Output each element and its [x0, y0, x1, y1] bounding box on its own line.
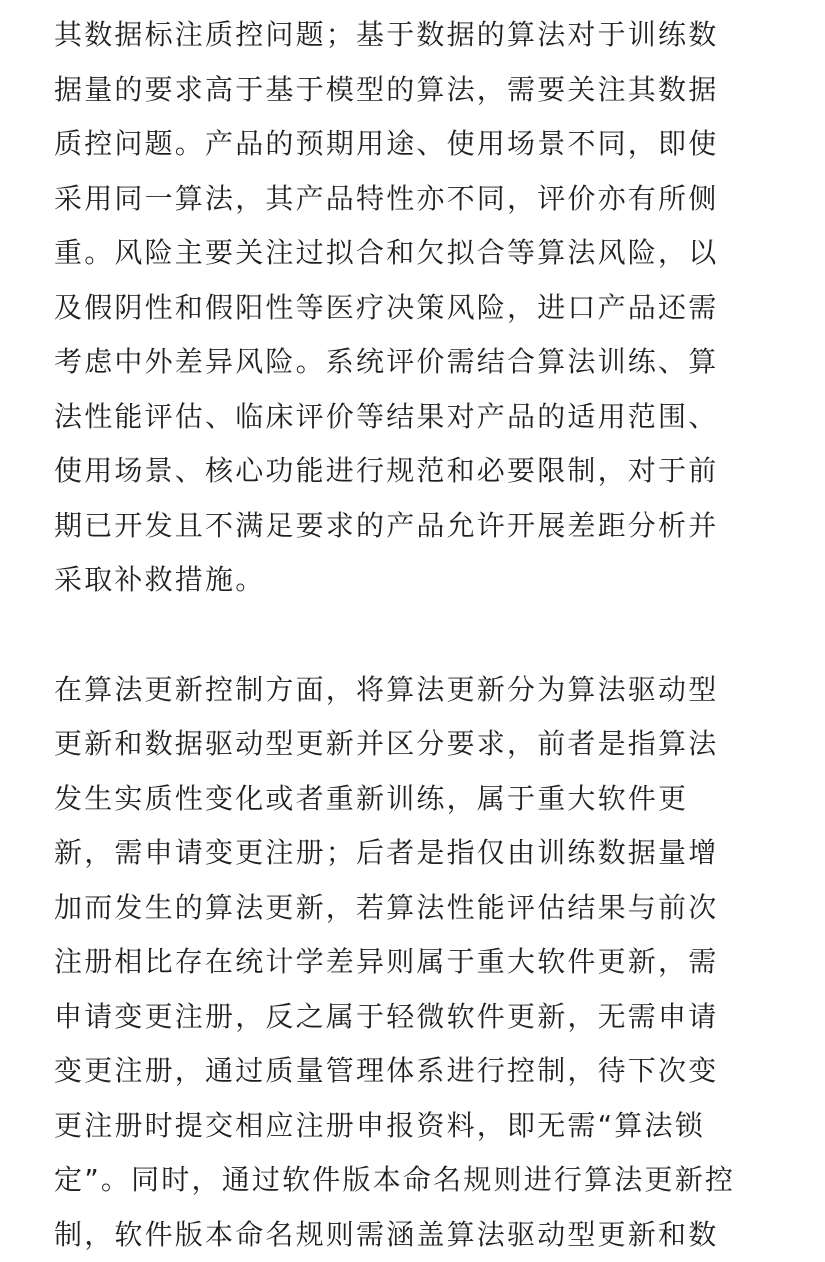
paragraph-1-line: 使用场景、核心功能进行规范和必要限制，对于前 [54, 444, 770, 499]
paragraph-2-line: 申请变更注册，反之属于轻微软件更新，无需申请 [54, 990, 770, 1045]
paragraph-2-line: 注册相比存在统计学差异则属于重大软件更新，需 [54, 935, 770, 990]
paragraph-1-line: 其数据标注质控问题；基于数据的算法对于训练数 [54, 8, 770, 63]
paragraph-1-line: 考虑中外差异风险。系统评价需结合算法训练、算 [54, 335, 770, 390]
paragraph-2-line: 新，需申请变更注册；后者是指仅由训练数据量增 [54, 826, 770, 881]
paragraph-divider [54, 608, 770, 663]
paragraph-1-line: 质控问题。产品的预期用途、使用场景不同，即使 [54, 117, 770, 172]
paragraph-1-line: 采取补救措施。 [54, 553, 770, 608]
paragraph-2 [54, 663, 770, 1262]
paragraph-1-line: 及假阴性和假阳性等医疗决策风险，进口产品还需 [54, 281, 770, 336]
paragraph-1-line: 法性能评估、临床评价等结果对产品的适用范围、 [54, 390, 770, 445]
paragraph-1-line: 采用同一算法，其产品特性亦不同，评价亦有所侧 [54, 172, 770, 227]
paragraph-2-line: 变更注册，通过质量管理体系进行控制，待下次变 [54, 1044, 770, 1099]
paragraph-2-line: 发生实质性变化或者重新训练，属于重大软件更 [54, 772, 770, 827]
paragraph-2-line: 更注册时提交相应注册申报资料，即无需“算法锁 [54, 1099, 770, 1154]
paragraph-2-line: 制，软件版本命名规则需涵盖算法驱动型更新和数 [54, 1208, 770, 1262]
paragraph-2-line: 在算法更新控制方面，将算法更新分为算法驱动型 [54, 663, 770, 718]
article-body [54, 8, 770, 1262]
paragraph-1-line: 据量的要求高于基于模型的算法，需要关注其数据 [54, 63, 770, 118]
paragraph-1-line: 重。风险主要关注过拟合和欠拟合等算法风险，以 [54, 226, 770, 281]
paragraph-1 [54, 8, 770, 608]
paragraph-2-line: 更新和数据驱动型更新并区分要求，前者是指算法 [54, 717, 770, 772]
paragraph-2-line: 加而发生的算法更新，若算法性能评估结果与前次 [54, 881, 770, 936]
paragraph-1-line: 期已开发且不满足要求的产品允许开展差距分析并 [54, 499, 770, 554]
paragraph-2-line: 定”。同时，通过软件版本命名规则进行算法更新控 [54, 1153, 770, 1208]
